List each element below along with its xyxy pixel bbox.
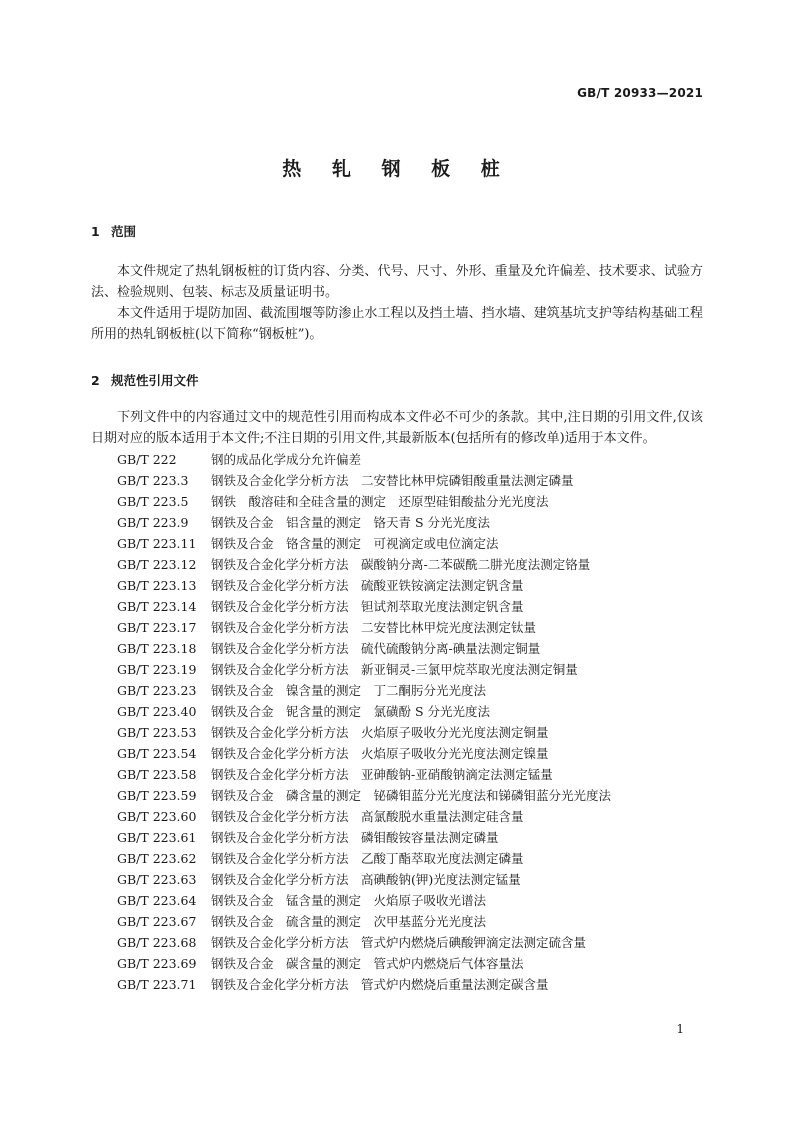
reference-item — [91, 617, 703, 638]
reference-code: GB/T 223.17 — [117, 620, 197, 635]
reference-code: GB/T 223.67 — [117, 914, 197, 929]
reference-title: 钢铁及合金化学分析方法 乙酸丁酯萃取光度法测定磷量 — [211, 851, 524, 866]
section-number: 2 — [91, 373, 100, 388]
section-scope — [91, 222, 703, 240]
reference-code: GB/T 223.53 — [117, 725, 197, 740]
reference-title: 钢铁及合金化学分析方法 新亚铜灵-三氯甲烷萃取光度法测定铜量 — [211, 662, 578, 677]
references-body — [91, 407, 703, 995]
reference-title: 钢铁及合金化学分析方法 硫代硫酸钠分离-碘量法测定铜量 — [211, 641, 541, 656]
standard-code: GB/T 20933—2021 — [577, 86, 703, 100]
reference-title: 钢铁及合金 铝含量的测定 铬天青 S 分光光度法 — [211, 515, 491, 530]
reference-item — [91, 512, 703, 533]
section-title: 范围 — [111, 224, 137, 239]
reference-title: 钢铁及合金化学分析方法 管式炉内燃烧后碘酸钾滴定法测定硫含量 — [211, 935, 587, 950]
reference-code: GB/T 223.18 — [117, 641, 197, 656]
reference-item — [91, 680, 703, 701]
reference-code: GB/T 223.58 — [117, 767, 197, 782]
reference-title: 钢铁及合金 镍含量的测定 丁二酮肟分光光度法 — [211, 683, 487, 698]
section-normative-references — [91, 371, 703, 389]
reference-code: GB/T 223.59 — [117, 788, 197, 803]
reference-item — [91, 491, 703, 512]
reference-title: 钢铁及合金 锰含量的测定 火焰原子吸收光谱法 — [211, 893, 487, 908]
reference-title: 钢铁及合金化学分析方法 二安替比林甲烷磷钼酸重量法测定磷量 — [211, 473, 574, 488]
reference-code: GB/T 223.5 — [117, 494, 189, 509]
reference-list — [91, 449, 703, 995]
reference-code: GB/T 223.64 — [117, 893, 197, 908]
reference-item — [91, 785, 703, 806]
reference-item — [91, 701, 703, 722]
reference-title: 钢铁及合金化学分析方法 碳酸钠分离-二苯碳酰二肼光度法测定铬量 — [211, 557, 591, 572]
reference-code: GB/T 223.19 — [117, 662, 197, 677]
paragraph: 本文件适用于堤防加固、截流围堰等防渗止水工程以及挡土墙、挡水墙、建筑基坑支护等结构基础工程所用的热轧钢板桩(以下简称“钢板桩”)。 — [91, 306, 703, 342]
reference-code: GB/T 223.54 — [117, 746, 197, 761]
reference-item — [91, 848, 703, 869]
reference-item — [91, 890, 703, 911]
reference-item — [91, 449, 703, 470]
reference-item — [91, 743, 703, 764]
reference-title: 钢铁 酸溶硅和全硅含量的测定 还原型硅钼酸盐分光光度法 — [211, 494, 549, 509]
reference-item — [91, 806, 703, 827]
reference-item — [91, 575, 703, 596]
reference-code: GB/T 223.23 — [117, 683, 197, 698]
reference-code: GB/T 223.69 — [117, 956, 197, 971]
reference-item — [91, 470, 703, 491]
reference-title: 钢铁及合金化学分析方法 管式炉内燃烧后重量法测定碳含量 — [211, 977, 549, 992]
reference-item — [91, 932, 703, 953]
reference-title: 钢铁及合金化学分析方法 二安替比林甲烷光度法测定钛量 — [211, 620, 537, 635]
reference-item — [91, 659, 703, 680]
reference-title: 钢铁及合金化学分析方法 钽试剂萃取光度法测定钒含量 — [211, 599, 524, 614]
reference-code: GB/T 223.61 — [117, 830, 197, 845]
reference-item — [91, 911, 703, 932]
page-number: 1 — [676, 1022, 684, 1036]
reference-code: GB/T 223.3 — [117, 473, 189, 488]
reference-code: GB/T 223.11 — [117, 536, 197, 551]
reference-item — [91, 764, 703, 785]
reference-code: GB/T 223.40 — [117, 704, 197, 719]
reference-item — [91, 869, 703, 890]
reference-code: GB/T 222 — [117, 452, 177, 467]
reference-title: 钢铁及合金 铬含量的测定 可视滴定或电位滴定法 — [211, 536, 499, 551]
section-heading — [91, 371, 703, 389]
paragraph: 下列文件中的内容通过文中的规范性引用而构成本文件必不可少的条款。其中,注日期的引用文件,仅该日期对应的版本适用于本文件;不注日期的引用文件,其最新版本(包括所有的修改单)适用于本文件。 — [91, 410, 703, 446]
reference-item — [91, 953, 703, 974]
reference-code: GB/T 223.12 — [117, 557, 197, 572]
section-number: 1 — [91, 224, 100, 239]
reference-code: GB/T 223.63 — [117, 872, 197, 887]
reference-title: 钢铁及合金 磷含量的测定 铋磷钼蓝分光光度法和锑磷钼蓝分光光度法 — [211, 788, 612, 803]
reference-code: GB/T 223.68 — [117, 935, 197, 950]
scope-body — [91, 261, 703, 345]
reference-title: 钢铁及合金 铌含量的测定 氯磺酚 S 分光光度法 — [211, 704, 491, 719]
reference-code: GB/T 223.14 — [117, 599, 197, 614]
reference-item — [91, 722, 703, 743]
reference-title: 钢的成品化学成分允许偏差 — [211, 452, 362, 467]
reference-title: 钢铁及合金化学分析方法 硫酸亚铁铵滴定法测定钒含量 — [211, 578, 524, 593]
reference-code: GB/T 223.13 — [117, 578, 197, 593]
reference-item — [91, 974, 703, 995]
reference-title: 钢铁及合金化学分析方法 火焰原子吸收分光光度法测定镍量 — [211, 746, 549, 761]
reference-title: 钢铁及合金化学分析方法 火焰原子吸收分光光度法测定铜量 — [211, 725, 549, 740]
reference-item — [91, 638, 703, 659]
reference-item — [91, 533, 703, 554]
document-title: 热 轧 钢 板 桩 — [282, 158, 512, 180]
reference-item — [91, 554, 703, 575]
reference-code: GB/T 223.71 — [117, 977, 197, 992]
reference-title: 钢铁及合金化学分析方法 磷钼酸铵容量法测定磷量 — [211, 830, 499, 845]
section-title: 规范性引用文件 — [111, 373, 199, 388]
reference-code: GB/T 223.60 — [117, 809, 197, 824]
paragraph: 本文件规定了热轧钢板桩的订货内容、分类、代号、尺寸、外形、重量及允许偏差、技术要求、试验方法、检验规则、包装、标志及质量证明书。 — [91, 264, 703, 300]
reference-title: 钢铁及合金 碳含量的测定 管式炉内燃烧后气体容量法 — [211, 956, 524, 971]
reference-title: 钢铁及合金化学分析方法 高碘酸钠(钾)光度法测定锰量 — [211, 872, 521, 887]
reference-title: 钢铁及合金化学分析方法 高氯酸脱水重量法测定硅含量 — [211, 809, 524, 824]
reference-code: GB/T 223.9 — [117, 515, 189, 530]
reference-item — [91, 596, 703, 617]
reference-title: 钢铁及合金化学分析方法 亚砷酸钠-亚硝酸钠滴定法测定锰量 — [211, 767, 553, 782]
section-heading — [91, 222, 703, 240]
reference-code: GB/T 223.62 — [117, 851, 197, 866]
reference-item — [91, 827, 703, 848]
reference-title: 钢铁及合金 硫含量的测定 次甲基蓝分光光度法 — [211, 914, 487, 929]
